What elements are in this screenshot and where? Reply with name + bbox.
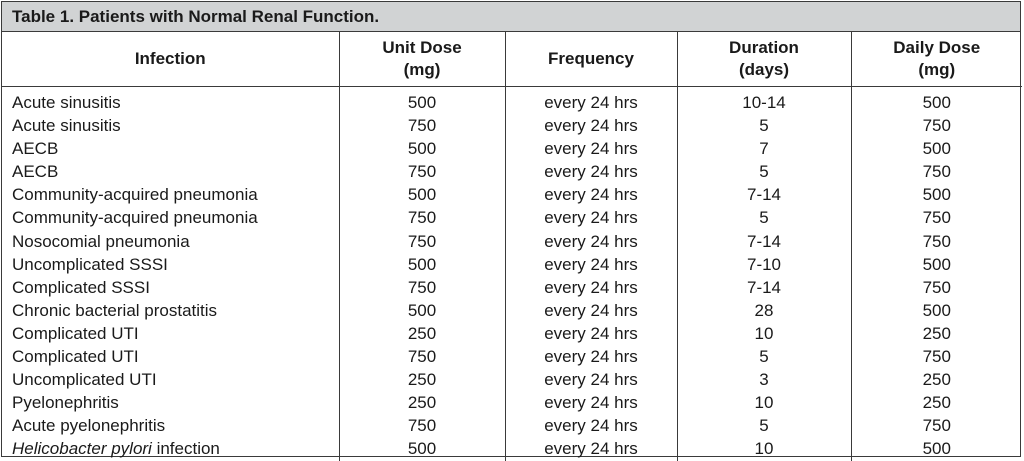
cell-duration: 7-14 — [677, 183, 851, 206]
cell-infection: Uncomplicated UTI — [12, 370, 157, 390]
cell-infection: Nosocomial pneumonia — [12, 231, 190, 251]
table-body — [2, 87, 1022, 461]
table-row — [2, 206, 1022, 229]
cell-unit-dose: 500 — [339, 299, 505, 322]
cell-infection: Chronic bacterial prostatitis — [12, 300, 218, 320]
cell-duration: 5 — [677, 345, 851, 368]
cell-daily-dose: 750 — [851, 414, 1022, 437]
table-row — [2, 322, 1022, 345]
cell-infection: Community-acquired pneumonia — [12, 185, 258, 205]
table-row — [2, 230, 1022, 253]
cell-daily-dose: 750 — [851, 345, 1022, 368]
table-row — [2, 414, 1022, 437]
cell-duration: 28 — [677, 299, 851, 322]
organism-name: Helicobacter pylori — [12, 439, 152, 459]
table-row — [2, 437, 1022, 460]
cell-infection: Uncomplicated SSSI — [12, 254, 168, 274]
cell-daily-dose: 750 — [851, 114, 1022, 137]
cell-duration: 10 — [677, 437, 851, 460]
cell-infection: Acute sinusitis — [12, 93, 121, 112]
table-row — [2, 276, 1022, 299]
header-daily-dose-unit: (mg) — [918, 60, 956, 79]
cell-frequency: every 24 hrs — [505, 299, 677, 322]
cell-infection: Complicated UTI — [12, 347, 139, 367]
table-row — [2, 253, 1022, 276]
table-caption: Table 1. Patients with Normal Renal Function. — [2, 2, 1020, 32]
cell-frequency: every 24 hrs — [505, 114, 677, 137]
cell-duration: 5 — [677, 414, 851, 437]
cell-unit-dose: 250 — [339, 368, 505, 391]
cell-daily-dose: 500 — [851, 183, 1022, 206]
cell-infection: Pyelonephritis — [12, 393, 119, 413]
cell-unit-dose: 500 — [339, 437, 505, 460]
table-row — [2, 345, 1022, 368]
cell-daily-dose: 750 — [851, 206, 1022, 229]
header-daily-dose-label: Daily Dose — [893, 38, 981, 57]
table-row — [2, 183, 1022, 206]
cell-frequency: every 24 hrs — [505, 206, 677, 229]
cell-unit-dose: 500 — [339, 253, 505, 276]
cell-unit-dose: 750 — [339, 160, 505, 183]
cell-infection: Community-acquired pneumonia — [12, 208, 258, 228]
cell-frequency: every 24 hrs — [505, 137, 677, 160]
cell-unit-dose: 500 — [339, 137, 505, 160]
cell-frequency: every 24 hrs — [505, 368, 677, 391]
cell-unit-dose: 750 — [339, 230, 505, 253]
cell-frequency: every 24 hrs — [505, 276, 677, 299]
header-frequency — [505, 32, 677, 87]
table-row — [2, 114, 1022, 137]
header-duration-unit: (days) — [738, 60, 790, 79]
cell-daily-dose: 250 — [851, 368, 1022, 391]
cell-frequency: every 24 hrs — [505, 183, 677, 206]
table-row — [2, 87, 1022, 115]
cell-unit-dose: 500 — [339, 183, 505, 206]
cell-daily-dose: 750 — [851, 276, 1022, 299]
header-infection-label: Infection — [134, 49, 206, 68]
cell-daily-dose: 500 — [851, 299, 1022, 322]
cell-frequency: every 24 hrs — [505, 391, 677, 414]
header-duration-label: Duration — [729, 38, 799, 57]
cell-duration: 10-14 — [677, 87, 851, 115]
cell-unit-dose: 250 — [339, 391, 505, 414]
header-infection — [2, 32, 339, 87]
cell-duration: 5 — [677, 206, 851, 229]
infection-suffix: infection — [151, 439, 220, 459]
cell-infection: Acute pyelonephritis — [12, 416, 166, 436]
cell-daily-dose: 750 — [851, 160, 1022, 183]
table-header — [2, 32, 1022, 87]
cell-unit-dose: 750 — [339, 276, 505, 299]
cell-unit-dose: 500 — [339, 87, 505, 115]
header-row — [2, 32, 1022, 87]
cell-frequency: every 24 hrs — [505, 345, 677, 368]
cell-infection: Acute sinusitis — [12, 116, 121, 136]
cell-frequency: every 24 hrs — [505, 253, 677, 276]
cell-daily-dose: 500 — [851, 253, 1022, 276]
dosage-table — [1, 1, 1021, 457]
cell-daily-dose: 500 — [851, 437, 1022, 460]
cell-daily-dose: 500 — [851, 87, 1022, 115]
table-row — [2, 160, 1022, 183]
cell-infection: Complicated SSSI — [12, 277, 150, 297]
cell-unit-dose: 750 — [339, 345, 505, 368]
cell-unit-dose: 750 — [339, 114, 505, 137]
cell-duration: 7 — [677, 137, 851, 160]
cell-infection: AECB — [12, 162, 59, 182]
cell-duration: 5 — [677, 114, 851, 137]
header-daily-dose — [851, 32, 1022, 87]
cell-frequency: every 24 hrs — [505, 87, 677, 115]
cell-frequency: every 24 hrs — [505, 160, 677, 183]
cell-frequency: every 24 hrs — [505, 230, 677, 253]
cell-unit-dose: 250 — [339, 322, 505, 345]
cell-duration: 7-10 — [677, 253, 851, 276]
cell-frequency: every 24 hrs — [505, 322, 677, 345]
table-row — [2, 368, 1022, 391]
cell-duration: 5 — [677, 160, 851, 183]
cell-frequency: every 24 hrs — [505, 414, 677, 437]
cell-duration: 10 — [677, 391, 851, 414]
cell-infection: AECB — [12, 139, 59, 159]
header-duration — [677, 32, 851, 87]
header-unit-dose — [339, 32, 505, 87]
table-row — [2, 391, 1022, 414]
cell-frequency: every 24 hrs — [505, 437, 677, 460]
cell-unit-dose: 750 — [339, 206, 505, 229]
header-frequency-label: Frequency — [548, 49, 634, 68]
cell-daily-dose: 250 — [851, 322, 1022, 345]
cell-infection: Complicated UTI — [12, 323, 139, 343]
cell-daily-dose: 750 — [851, 230, 1022, 253]
cell-daily-dose: 500 — [851, 137, 1022, 160]
dosage-grid — [2, 32, 1022, 461]
cell-duration: 3 — [677, 368, 851, 391]
header-unit-dose-unit: (mg) — [403, 60, 441, 79]
cell-duration: 10 — [677, 322, 851, 345]
cell-infection — [2, 437, 339, 460]
table-row — [2, 137, 1022, 160]
cell-duration: 7-14 — [677, 276, 851, 299]
cell-duration: 7-14 — [677, 230, 851, 253]
cell-daily-dose: 250 — [851, 391, 1022, 414]
header-unit-dose-label: Unit Dose — [382, 38, 462, 57]
cell-unit-dose: 750 — [339, 414, 505, 437]
table-row — [2, 299, 1022, 322]
